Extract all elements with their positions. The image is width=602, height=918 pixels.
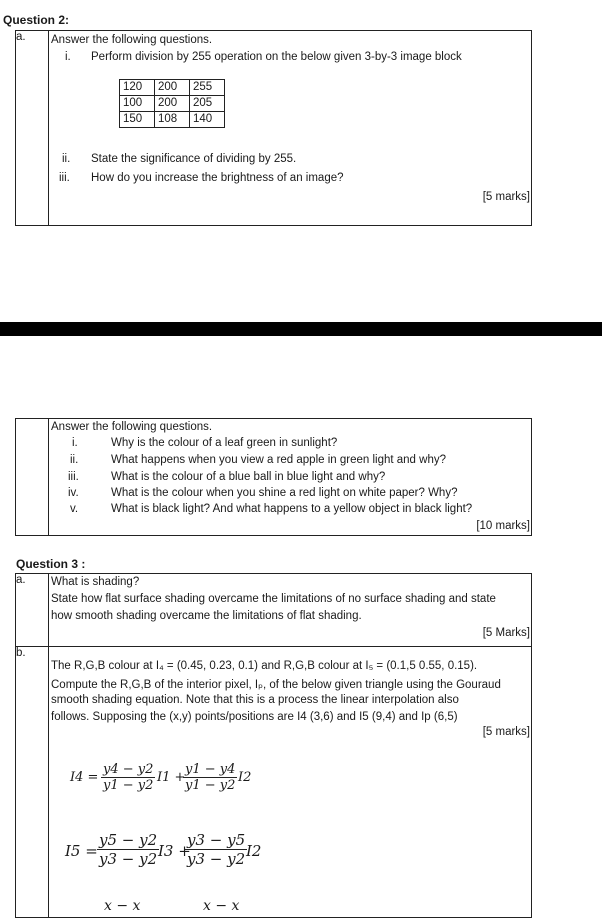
q2b-item-4-num: iv. <box>68 487 79 499</box>
eq2-term-1: I3 + <box>158 842 191 860</box>
q2b-item-5-text: What is black light? And what happens to a yellow object in black light? <box>111 503 473 515</box>
q2-item-2-text: State the significance of dividing by 255. <box>91 153 297 165</box>
matrix-cell: 140 <box>190 112 225 128</box>
eq2-lhs: I5 = <box>65 842 98 860</box>
image-block-table <box>119 79 225 128</box>
q3-part-a-line-1: What is shading? <box>51 576 140 588</box>
q2b-item-3-text: What is the colour of a blue ball in blue light and why? <box>111 471 386 483</box>
eq1-term-2: I2 <box>238 770 252 785</box>
q3-box <box>15 573 532 918</box>
q3-part-b-line-2: Compute the R,G,B of the interior pixel, Iₚ, of the below given triangle using the Gouraud <box>51 679 501 691</box>
q3-part-a-line-2: State how flat surface shading overcame the limitations of no surface shading and state <box>51 593 496 605</box>
table-row <box>120 80 225 96</box>
matrix-cell: 255 <box>190 80 225 96</box>
eq2-term-2: I2 <box>246 842 262 860</box>
q3-part-b-line-3: smooth shading equation. Note that this is a process the linear interpolation also <box>51 694 459 706</box>
q2-intro: Answer the following questions. <box>51 34 213 46</box>
matrix-cell: 205 <box>190 96 225 112</box>
q2b-item-2-num: ii. <box>70 454 79 466</box>
q2-part-b-divider <box>48 418 49 536</box>
eq3-fragment-2: x − x <box>203 898 240 914</box>
q3-part-a-line-3: how smooth shading overcame the limitations of flat shading. <box>51 610 362 622</box>
q2-part-a-label: a. <box>16 31 26 43</box>
question-2-title: Question 2: <box>3 13 70 27</box>
eq1-denominator-2: y1 − y2 <box>185 778 236 793</box>
eq1-lhs: I4 = <box>70 770 99 785</box>
eq1-term-1: I1 + <box>157 770 186 785</box>
eq2-fraction-2 <box>185 831 247 868</box>
matrix-cell: 120 <box>120 80 155 96</box>
q2b-item-2-text: What happens when you view a red apple in green light and why? <box>111 454 446 466</box>
eq2-numerator-1: y5 − y2 <box>99 831 158 849</box>
question-3-title: Question 3 : <box>16 557 86 571</box>
q2b-item-1-text: Why is the colour of a leaf green in sunlight? <box>111 437 338 449</box>
q3-part-b-line-4: follows. Supposing the (x,y) points/positions are I4 (3,6) and I5 (9,4) and Ip (6,5) <box>51 711 458 723</box>
matrix-cell: 200 <box>155 96 190 112</box>
eq1-fraction-1 <box>101 762 155 793</box>
eq2-denominator-2: y3 − y2 <box>187 850 246 868</box>
page-separator-band <box>0 322 602 336</box>
eq2-denominator-1: y3 − y2 <box>99 850 158 868</box>
q2b-item-1-num: i. <box>72 437 78 449</box>
eq1-numerator-2: y1 − y4 <box>185 762 236 777</box>
q3-part-a-marks: [5 Marks] <box>482 627 530 639</box>
eq1-denominator-1: y1 − y2 <box>103 778 154 793</box>
q3-divider <box>48 573 49 918</box>
q2-item-1-num: i. <box>65 51 71 63</box>
q2b-marks: [10 marks] <box>476 520 530 532</box>
q3-part-b-marks: [5 marks] <box>482 726 530 738</box>
eq2-numerator-2: y3 − y5 <box>187 831 246 849</box>
table-row <box>120 112 225 128</box>
q2b-intro: Answer the following questions. <box>51 421 213 433</box>
q2-item-2-num: ii. <box>62 153 71 165</box>
q3-part-b-line-1: The R,G,B colour at I₄ = (0.45, 0.23, 0.1) and R,G,B colour at I₅ = (0.1,5 0.55, 0.15). <box>51 660 478 672</box>
q3-part-separator <box>15 646 532 647</box>
q2-item-1-text: Perform division by 255 operation on the below given 3-by-3 image block <box>91 51 462 63</box>
eq3-fragment-1: x − x <box>104 898 141 914</box>
q2b-item-4-text: What is the colour when you shine a red light on white paper? Why? <box>111 487 458 499</box>
q3-part-b-label: b. <box>16 647 26 659</box>
eq1-fraction-2 <box>183 762 237 793</box>
q3-part-a-label: a. <box>16 574 26 586</box>
q2-item-3-text: How do you increase the brightness of an image? <box>91 172 344 184</box>
q2b-item-5-num: v. <box>70 503 79 515</box>
matrix-cell: 150 <box>120 112 155 128</box>
q2-part-a-divider <box>48 30 49 226</box>
table-row <box>120 96 225 112</box>
q2-item-3-num: iii. <box>59 172 70 184</box>
q2b-item-3-num: iii. <box>68 471 79 483</box>
eq1-numerator-1: y4 − y2 <box>103 762 154 777</box>
q2-marks: [5 marks] <box>482 191 530 203</box>
matrix-cell: 200 <box>155 80 190 96</box>
matrix-cell: 108 <box>155 112 190 128</box>
eq2-fraction-1 <box>97 831 159 868</box>
matrix-cell: 100 <box>120 96 155 112</box>
